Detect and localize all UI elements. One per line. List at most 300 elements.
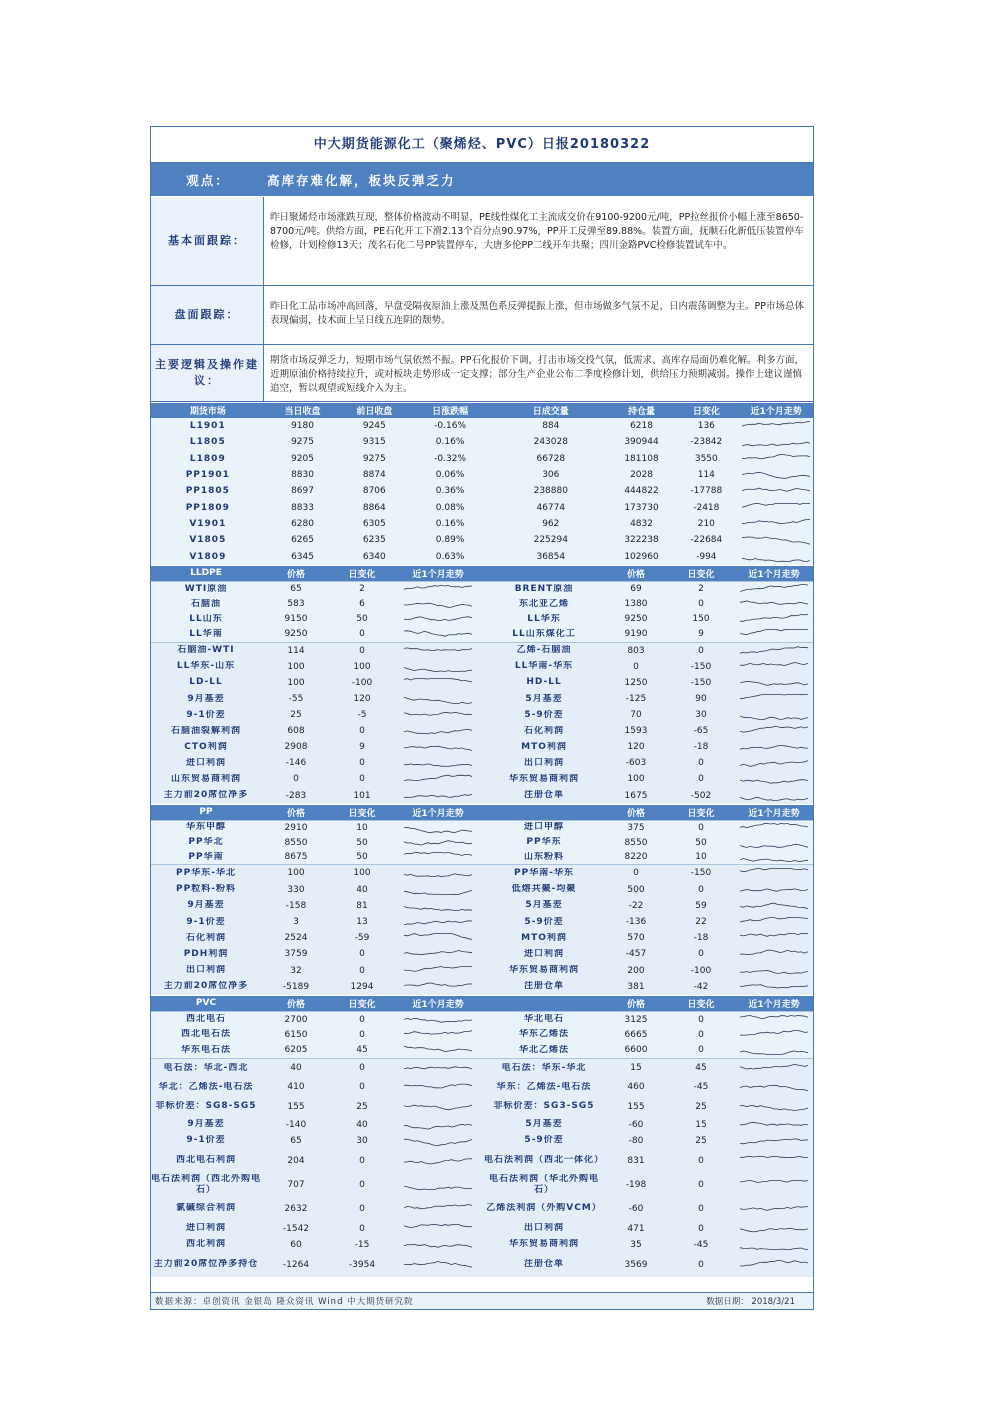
contract-name: L1901 [189, 421, 226, 432]
item-value: 2 [359, 584, 365, 595]
trend-sparkline [739, 1259, 809, 1271]
item-value: 9 [698, 629, 704, 640]
item-value: 570 [627, 933, 645, 944]
item-value: 2700 [284, 1014, 308, 1025]
item-value: 60 [290, 1239, 302, 1250]
futures-value: 173730 [624, 502, 659, 513]
futures-value: 102960 [624, 551, 659, 562]
trend-cell [735, 773, 813, 785]
trend-cell [393, 628, 483, 640]
futures-value: 36854 [536, 551, 566, 562]
trend-cell [393, 1259, 483, 1271]
trend-cell [393, 1081, 483, 1093]
item-value: -283 [285, 790, 307, 801]
trend-sparkline [739, 773, 809, 785]
trend-cell [393, 1223, 483, 1235]
item-name: LD-LL [189, 677, 223, 688]
item-name: PDH利润 [183, 948, 229, 959]
trend-sparkline [403, 822, 473, 834]
item-name: PP华南-华东 [514, 867, 574, 878]
trend-cell [735, 790, 813, 802]
item-name: 5月基差 [525, 900, 563, 911]
trend-cell [735, 1062, 813, 1074]
item-name: 9-1价差 [186, 1135, 226, 1146]
lldpe-col-header: 价格 [286, 569, 305, 580]
lldpe-col-header: 近1个月走势 [412, 569, 464, 580]
trend-sparkline [403, 981, 473, 993]
table-row [151, 597, 813, 612]
item-name: 电石法利润（华北外购电石） [488, 1173, 599, 1195]
trend-cell [393, 693, 483, 705]
table-row [151, 434, 813, 450]
item-value: 45 [695, 1063, 707, 1074]
trend-sparkline [739, 613, 809, 625]
futures-value: 8874 [362, 470, 386, 481]
table-row [151, 946, 813, 962]
fundamental-label: 基本面跟踪： [151, 197, 264, 285]
item-value: 0 [359, 774, 365, 785]
item-name: 氯碱综合利润 [175, 1203, 236, 1214]
futures-value: 962 [542, 518, 560, 529]
market-block [151, 286, 813, 345]
pp-header [151, 804, 813, 820]
item-name: 山东贸易商利润 [170, 773, 241, 784]
item-value: 30 [356, 1135, 368, 1146]
futures-col-header: 日变化 [692, 407, 720, 417]
trend-cell [735, 1259, 813, 1271]
table-row [151, 1253, 813, 1277]
trend-sparkline [403, 1223, 473, 1235]
pp-col-header: 近1个月走势 [748, 808, 800, 819]
table-row [151, 1027, 813, 1042]
item-value: -80 [628, 1135, 644, 1146]
trend-cell [393, 867, 483, 879]
trend-cell [735, 932, 813, 944]
trend-sparkline [739, 1135, 809, 1147]
trend-sparkline [403, 1029, 473, 1041]
item-value: 70 [630, 710, 642, 721]
lldpe-col-header: 日变化 [687, 569, 715, 580]
futures-value: 6305 [362, 518, 386, 529]
item-name: PP华东 [526, 837, 562, 847]
item-value: 375 [627, 822, 645, 833]
futures-value: 243028 [533, 437, 568, 448]
table-row [151, 882, 813, 898]
trend-cell [393, 1029, 483, 1041]
trend-cell [735, 851, 813, 863]
trend-sparkline [403, 790, 473, 802]
pp-col-header: 近1个月走势 [412, 808, 464, 819]
trend-sparkline [739, 661, 809, 673]
item-value: 114 [287, 645, 305, 656]
trend-cell [393, 1014, 483, 1026]
table-row [151, 627, 813, 642]
item-name: 电石法：华东-华北 [501, 1062, 587, 1073]
trend-cell [735, 1044, 813, 1056]
futures-value: 225294 [533, 535, 568, 546]
pvc-col-header: 近1个月走势 [412, 999, 464, 1010]
trend-cell [735, 965, 813, 977]
lldpe-spread-group [151, 642, 813, 804]
trend-cell [739, 485, 813, 497]
futures-table [151, 418, 813, 565]
item-value: 15 [630, 1063, 642, 1074]
item-value: 1250 [624, 677, 648, 688]
table-row [151, 1078, 813, 1097]
item-value: 200 [627, 965, 645, 976]
futures-value: 210 [697, 518, 715, 529]
item-name: 9-1价差 [186, 916, 226, 927]
trend-cell [393, 981, 483, 993]
trend-cell [735, 1119, 813, 1131]
trend-cell [735, 981, 813, 993]
futures-value: 9315 [362, 437, 386, 448]
trend-sparkline [403, 1119, 473, 1131]
pp-col-header: PP [199, 807, 213, 818]
item-name: 非标价差：SG8-SG5 [155, 1101, 257, 1112]
trend-cell [735, 837, 813, 849]
trend-sparkline [741, 534, 811, 546]
trend-cell [393, 916, 483, 928]
item-value: -150 [690, 661, 712, 672]
item-name: 进口利润 [523, 948, 564, 959]
trend-cell [393, 661, 483, 673]
trend-cell [393, 884, 483, 896]
trend-sparkline [403, 1044, 473, 1056]
item-value: -55 [288, 694, 304, 704]
item-name: 山东粉料 [523, 851, 564, 862]
item-value: 155 [627, 1101, 645, 1112]
futures-value: 0.36% [435, 486, 465, 497]
contract-name: V1901 [189, 518, 227, 529]
item-value: 6205 [284, 1045, 308, 1056]
trend-sparkline [403, 661, 473, 673]
trend-sparkline [739, 884, 809, 896]
item-name: PP粒料-粉料 [176, 884, 236, 895]
pvc-col-header: 日变化 [687, 999, 715, 1010]
trend-sparkline [403, 1155, 473, 1167]
pp-price-group [151, 820, 813, 865]
item-value: 0 [359, 1223, 365, 1234]
item-value: 25 [356, 1101, 368, 1112]
item-name: 电石法利润（西北一体化） [483, 1155, 604, 1166]
trend-sparkline [403, 628, 473, 640]
trend-sparkline [403, 948, 473, 960]
trend-sparkline [739, 741, 809, 753]
table-row [151, 659, 813, 675]
trend-sparkline [739, 790, 809, 802]
item-name: 5-9价差 [524, 1135, 564, 1146]
trend-cell [735, 1179, 813, 1191]
trend-cell [735, 900, 813, 912]
trend-cell [739, 469, 813, 481]
trend-cell [393, 757, 483, 769]
item-value: 500 [627, 884, 645, 895]
item-name: 9月基差 [187, 1119, 225, 1130]
item-value: 2908 [284, 742, 308, 753]
data-date: 数据日期： 2018/3/21 [706, 1297, 795, 1307]
pvc-price-group [151, 1011, 813, 1058]
item-value: 65 [290, 1135, 302, 1146]
viewpoint-label: 观点： [186, 172, 230, 188]
pvc-section [151, 995, 813, 1277]
table-row [151, 1149, 813, 1173]
item-value: 150 [692, 614, 710, 625]
futures-value: 3550 [694, 453, 718, 464]
futures-value: 884 [542, 421, 560, 432]
futures-value: 114 [697, 470, 715, 481]
item-value: 2 [698, 584, 704, 595]
futures-value: 9275 [362, 453, 386, 464]
market-label: 盘面跟踪： [151, 286, 264, 344]
item-name: 非标价差：SG3-SG5 [493, 1101, 595, 1112]
item-value: -3954 [348, 1259, 376, 1270]
trend-sparkline [739, 1119, 809, 1131]
table-row [151, 643, 813, 659]
item-name: PP华北 [188, 837, 224, 847]
trend-sparkline [739, 1029, 809, 1041]
trend-cell [735, 628, 813, 640]
trend-cell [393, 1135, 483, 1147]
item-name: 出口利润 [523, 757, 564, 768]
trend-sparkline [739, 757, 809, 769]
futures-value: 8697 [291, 486, 314, 497]
item-value: 1380 [624, 599, 648, 610]
item-value: 9250 [284, 629, 308, 640]
trend-sparkline [403, 725, 473, 737]
trend-sparkline [739, 583, 809, 595]
trend-cell [393, 1101, 483, 1113]
trend-cell [735, 613, 813, 625]
item-value: 3125 [624, 1014, 648, 1025]
item-name: 主力前20席位净多 [163, 790, 249, 801]
table-row [151, 582, 813, 597]
item-value: 22 [695, 917, 707, 928]
item-value: 100 [287, 868, 305, 879]
futures-value: 9245 [362, 421, 386, 432]
futures-value: 6235 [362, 535, 386, 546]
item-name: 华东甲醇 [185, 822, 226, 833]
futures-value: 6218 [630, 421, 653, 432]
pvc-spread-group [151, 1058, 813, 1277]
trend-cell [393, 1044, 483, 1056]
item-value: -457 [625, 949, 647, 960]
table-row [151, 691, 813, 707]
futures-value: 46774 [536, 502, 566, 513]
trend-sparkline [739, 645, 809, 657]
futures-value: 0.63% [435, 551, 465, 562]
trend-sparkline [739, 677, 809, 689]
item-value: 2910 [284, 822, 308, 833]
item-value: 204 [287, 1155, 305, 1166]
table-row [151, 418, 813, 434]
item-value: -100 [351, 677, 373, 688]
lldpe-col-header: 价格 [626, 569, 645, 580]
item-value: -140 [285, 1119, 307, 1130]
trend-cell [735, 1223, 813, 1235]
item-value: 1294 [350, 981, 374, 992]
trend-sparkline [403, 916, 473, 928]
item-name: 华东贸易商利润 [508, 773, 579, 784]
trend-cell [393, 1203, 483, 1215]
item-value: 100 [353, 868, 371, 879]
trend-sparkline [739, 598, 809, 610]
table-row [151, 835, 813, 850]
item-value: 0 [359, 645, 365, 656]
item-name: 华北乙烯法 [518, 1044, 569, 1055]
table-row [151, 979, 813, 995]
item-value: 9250 [624, 614, 648, 625]
item-value: 40 [356, 1119, 368, 1130]
futures-value: 6280 [291, 518, 314, 529]
item-value: -136 [625, 917, 647, 928]
item-value: 3759 [284, 949, 308, 960]
trend-sparkline [403, 741, 473, 753]
contract-name: V1809 [189, 551, 227, 562]
item-value: 13 [356, 917, 368, 928]
item-value: 0 [293, 774, 299, 785]
item-value: 460 [627, 1082, 645, 1093]
trend-cell [735, 661, 813, 673]
trend-cell [393, 598, 483, 610]
trend-sparkline [739, 628, 809, 640]
pp-section [151, 804, 813, 995]
item-value: 0 [359, 1082, 365, 1093]
trend-sparkline [739, 1014, 809, 1026]
trend-sparkline [403, 1014, 473, 1026]
trend-cell [393, 677, 483, 689]
item-name: BRENT原油 [514, 583, 574, 594]
trend-sparkline [403, 1062, 473, 1074]
futures-col-header: 日成交量 [532, 407, 569, 417]
item-name: 注册仓单 [523, 981, 564, 992]
trend-sparkline [403, 583, 473, 595]
trend-sparkline [403, 1259, 473, 1271]
trend-cell [735, 1101, 813, 1113]
pvc-col-header: 近1个月走势 [748, 999, 800, 1010]
pvc-col-header: 价格 [286, 999, 305, 1010]
trend-sparkline [403, 1101, 473, 1113]
item-value: 0 [359, 949, 365, 960]
item-value: 0 [359, 1063, 365, 1074]
item-name: LL华南-华东 [514, 661, 574, 672]
trend-sparkline [403, 598, 473, 610]
trend-cell [735, 1081, 813, 1093]
item-value: 2524 [284, 933, 308, 944]
item-value: 9190 [624, 629, 648, 640]
trend-sparkline [403, 837, 473, 849]
contract-name: V1805 [189, 535, 227, 546]
fundamental-block [151, 197, 813, 286]
trend-sparkline [739, 867, 809, 879]
table-row [151, 483, 813, 499]
item-name: 西北电石利润 [175, 1155, 236, 1166]
trend-sparkline [403, 932, 473, 944]
trend-sparkline [403, 645, 473, 657]
trend-sparkline [741, 551, 811, 563]
item-name: WTI原油 [184, 583, 228, 594]
item-value: 583 [287, 599, 305, 610]
item-value: -1264 [282, 1259, 310, 1270]
table-row [151, 612, 813, 627]
item-value: 0 [359, 1203, 365, 1214]
table-row [151, 1059, 813, 1078]
item-value: 330 [287, 884, 305, 895]
trend-cell [735, 1135, 813, 1147]
item-name: 西北利润 [185, 1239, 226, 1250]
trend-cell [735, 645, 813, 657]
table-row [151, 771, 813, 787]
item-name: 西北电石法 [180, 1029, 231, 1040]
trend-sparkline [739, 1155, 809, 1167]
item-value: 50 [356, 852, 368, 863]
item-value: 3 [293, 917, 299, 928]
table-row [151, 930, 813, 946]
item-name: 东北亚乙烯 [518, 598, 569, 609]
item-name: 华东电石法 [180, 1044, 231, 1055]
item-value: -15 [354, 1239, 370, 1250]
table-row [151, 675, 813, 691]
futures-section [151, 402, 813, 565]
futures-value: -2418 [693, 502, 720, 513]
pvc-col-header: 日变化 [348, 999, 376, 1010]
trend-cell [393, 645, 483, 657]
trend-cell [393, 1155, 483, 1167]
futures-value: 136 [697, 421, 715, 432]
item-name: 华东：乙烯法-电石法 [496, 1081, 592, 1092]
trend-cell [739, 420, 813, 432]
item-name: 华东贸易商利润 [508, 965, 579, 976]
item-value: 30 [695, 710, 707, 721]
item-name: 进口利润 [185, 1223, 226, 1234]
trend-sparkline [403, 693, 473, 705]
item-value: -18 [693, 742, 709, 753]
item-value: 831 [627, 1155, 645, 1166]
item-value: 8675 [284, 852, 308, 863]
futures-value: 306 [542, 470, 560, 481]
item-value: 120 [353, 694, 371, 704]
trend-sparkline [739, 822, 809, 834]
trend-sparkline [403, 677, 473, 689]
trend-sparkline [403, 1081, 473, 1093]
futures-value: 2028 [630, 470, 653, 481]
futures-value: 444822 [624, 486, 659, 497]
trend-cell [393, 613, 483, 625]
trend-cell [393, 965, 483, 977]
item-value: 10 [356, 822, 368, 833]
item-name: 5月基差 [525, 693, 563, 704]
futures-value: -17788 [690, 486, 723, 497]
item-name: HD-LL [526, 677, 562, 688]
item-value: 25 [695, 1101, 707, 1112]
table-row [151, 1117, 813, 1133]
trend-cell [735, 948, 813, 960]
item-value: 0 [633, 868, 639, 879]
trend-cell [739, 534, 813, 546]
futures-value: 8830 [291, 470, 314, 481]
trend-cell [735, 1203, 813, 1215]
item-value: 40 [356, 884, 368, 895]
item-name: CTO利润 [184, 741, 228, 752]
item-value: -146 [285, 758, 307, 769]
item-value: 6665 [624, 1029, 648, 1040]
lldpe-price-group [151, 581, 813, 642]
item-name: 石化利润 [523, 725, 564, 736]
futures-value: 238880 [533, 486, 568, 497]
item-name: PP华南 [188, 851, 224, 862]
item-name: 华北电石 [523, 1014, 564, 1025]
trend-cell [735, 1029, 813, 1041]
